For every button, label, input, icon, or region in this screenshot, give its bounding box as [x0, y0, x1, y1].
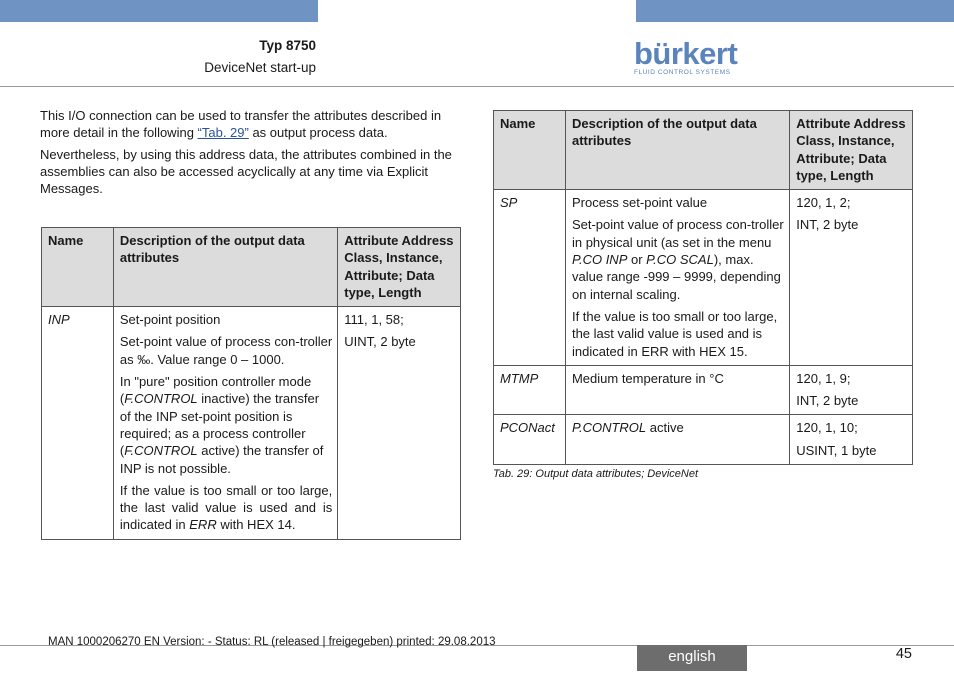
- header-band-left: [0, 0, 318, 22]
- burkert-logo: [634, 36, 738, 76]
- menu-ref: ERR: [189, 517, 217, 533]
- column-header-attribute: Attribute Address Class, Instance, Attribute; Data type, Length: [790, 111, 913, 190]
- column-header-name: Name: [494, 111, 566, 190]
- text-part: Set-point value of process con-troller in physical unit (as set in the menu: [571, 217, 784, 250]
- address-line: 120, 1, 9;: [796, 370, 851, 386]
- attribute-address: [790, 365, 913, 415]
- description-line: [572, 216, 784, 302]
- table-row: [42, 307, 461, 540]
- attribute-description: [113, 307, 337, 540]
- text-part: active) the transfer of INP is not possible.: [119, 443, 324, 476]
- address-line: 111, 1, 58;: [344, 312, 404, 328]
- attribute-name: PCONact: [494, 415, 566, 465]
- logo-wordmark: bürkert: [634, 36, 738, 71]
- header-divider: [0, 86, 954, 87]
- description-line: [120, 373, 332, 477]
- section-subtitle: DeviceNet start-up: [204, 60, 316, 75]
- table-row: [494, 365, 913, 415]
- document-info: MAN 1000206270 EN Version: - Status: RL (released | freigegeben) printed: 29.08.2013: [48, 636, 496, 648]
- document-type-title: Typ 8750: [259, 38, 316, 53]
- column-header-name: Name: [42, 228, 114, 307]
- logo-tagline: FLUID CONTROL SYSTEMS: [634, 69, 731, 76]
- datatype-line: INT, 2 byte: [796, 393, 859, 409]
- description-line: Process set-point value: [571, 195, 708, 211]
- description-line: Set-point value of process con-troller as ‰. Value range 0 – 1000.: [119, 334, 333, 367]
- attribute-description: [565, 365, 789, 415]
- attribute-name: INP: [42, 307, 114, 540]
- text-part: ), max. value range -999 – 9999, depending on internal scaling.: [571, 252, 781, 302]
- column-header-description: Description of the output data attributes: [113, 228, 337, 307]
- text-part: or: [627, 252, 647, 268]
- header-band-right: [636, 0, 954, 22]
- text-part: In "pure" position controller mode (: [119, 374, 312, 407]
- table-row: [494, 415, 913, 465]
- attribute-address: [790, 190, 913, 366]
- attribute-address: [338, 307, 461, 540]
- table-row: [494, 190, 913, 366]
- description-line: If the value is too small or too large, the last valid value is used and is indicated in ERR with HEX 15.: [571, 308, 778, 359]
- address-line: 120, 1, 2;: [796, 195, 851, 211]
- intro-text-part: This I/O connection can be used to transfer the attributes described in more detail in the following: [40, 108, 442, 140]
- attribute-name: MTMP: [494, 365, 566, 415]
- attribute-address: [790, 415, 913, 465]
- menu-ref: F.CONTROL: [124, 391, 198, 407]
- description-line: [572, 419, 784, 436]
- description-line: [120, 482, 332, 534]
- output-attributes-table: [493, 110, 913, 465]
- datatype-line: UINT, 2 byte: [344, 334, 416, 350]
- page-number: 45: [895, 646, 912, 662]
- intro-text: [40, 107, 462, 202]
- table-caption: Tab. 29: Output data attributes; DeviceNet: [493, 468, 699, 480]
- attribute-description: [565, 415, 789, 465]
- intro-paragraph-2: Nevertheless, by using this address data, the attributes combined in the assemblies can also be accessed acyclically at any time via Explicit Messages.: [40, 147, 452, 196]
- intro-paragraph-1: [40, 107, 462, 141]
- column-header-attribute: Attribute Address Class, Instance, Attribute; Data type, Length: [338, 228, 461, 307]
- language-tab: english: [637, 645, 747, 671]
- menu-ref: P.CO SCAL: [646, 252, 714, 268]
- datatype-line: USINT, 1 byte: [796, 442, 877, 458]
- menu-ref: P.CONTROL: [571, 420, 647, 436]
- tab29-link[interactable]: “Tab. 29”: [197, 125, 249, 140]
- input-attributes-table: [41, 227, 461, 540]
- attribute-description: [565, 190, 789, 366]
- intro-text-part: as output process data.: [248, 125, 388, 140]
- datatype-line: INT, 2 byte: [796, 217, 859, 233]
- column-header-description: Description of the output data attributes: [565, 111, 789, 190]
- table-header-row: [494, 111, 913, 190]
- text-part: inactive) the transfer of the INP set-point position is required; as a process controller (: [119, 391, 320, 459]
- text-part: with HEX 14.: [216, 517, 296, 533]
- address-line: 120, 1, 10;: [796, 420, 858, 436]
- attribute-name: SP: [494, 190, 566, 366]
- table-header-row: [42, 228, 461, 307]
- text-part: If the value is too small or too large, the last valid value is used and is indicated in: [119, 482, 333, 533]
- description-line: Set-point position: [119, 312, 221, 328]
- text-part: active: [646, 420, 684, 436]
- menu-ref: F.CONTROL: [124, 443, 198, 459]
- description-line: Medium temperature in °C: [571, 370, 724, 386]
- menu-ref: P.CO INP: [571, 252, 628, 268]
